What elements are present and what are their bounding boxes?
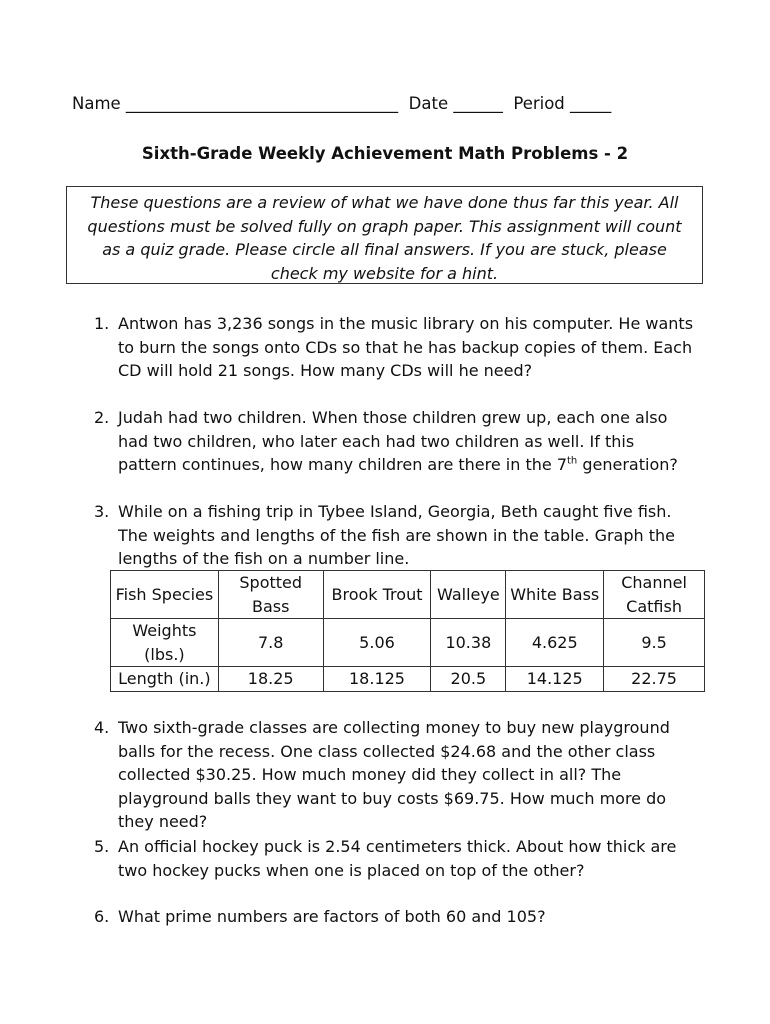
- table-cell: 14.125: [506, 667, 604, 692]
- table-cell: Brook Trout: [323, 571, 431, 619]
- table-cell: 22.75: [604, 667, 705, 692]
- table-cell: 18.25: [218, 667, 323, 692]
- table-cell: 20.5: [431, 667, 506, 692]
- table-cell: White Bass: [506, 571, 604, 619]
- table-cell: Spotted Bass: [218, 571, 323, 619]
- table-cell: Walleye: [431, 571, 506, 619]
- problem-text: Two sixth-grade classes are collecting money to buy new playground balls for the recess. One class collected $24.68 and the other class collected $30.25. How much money did they collect in all? The playground balls they want to buy costs $69.75. How much more do they need?: [118, 718, 670, 831]
- instructions-box: [66, 186, 703, 284]
- problem-number: 4.: [94, 718, 110, 737]
- worksheet-title: Sixth-Grade Weekly Achievement Math Problems - 2: [141, 144, 629, 163]
- table-cell: 9.5: [604, 619, 705, 667]
- problem-text: Antwon has 3,236 songs in the music library on his computer. He wants to burn the songs onto CDs so that he has backup copies of them. Each CD will hold 21 songs. How many CDs will he need?: [118, 314, 694, 380]
- problem-number: 6.: [94, 907, 110, 926]
- row-header: Fish Species: [111, 571, 219, 619]
- row-header: Length (in.): [111, 667, 219, 692]
- problem-text: While on a fishing trip in Tybee Island, Georgia, Beth caught five fish. The weights and lengths of the fish are shown in the table. Graph the lengths of the fish on a number line.: [118, 502, 675, 568]
- table-row: [111, 571, 705, 619]
- problem-text: An official hockey puck is 2.54 centimeters thick. About how thick are two hockey pucks when one is placed on top of the other?: [118, 837, 677, 880]
- problem-text-part: Judah had two children. When those children grew up, each one also had two children, who later each had two children as well. If this pattern continues, how many children are there in the 7: [118, 408, 668, 474]
- superscript-th: th: [567, 455, 578, 467]
- table-cell: 5.06: [323, 619, 431, 667]
- table-row: [111, 619, 705, 667]
- table-cell: 18.125: [323, 667, 431, 692]
- problem-number: 3.: [94, 502, 110, 521]
- name-date-period-line: Name _________________________________ Date ______ Period _____: [72, 94, 612, 113]
- instructions-text: These questions are a review of what we have done thus far this year. All questions must be solved fully on graph paper. This assignment will count as a quiz grade. Please circle all final answers. If you are stuck, please check my website for a hint.: [87, 193, 682, 283]
- table-cell: 10.38: [431, 619, 506, 667]
- table-cell: 7.8: [218, 619, 323, 667]
- problem-text-part: generation?: [577, 455, 678, 474]
- problem-number: 5.: [94, 837, 110, 856]
- table-cell: 4.625: [506, 619, 604, 667]
- problem-text: What prime numbers are factors of both 60 and 105?: [118, 907, 546, 926]
- table-row: [111, 667, 705, 692]
- problem-number: 2.: [94, 408, 110, 427]
- problem-number: 1.: [94, 314, 110, 333]
- fish-data-table: [110, 570, 705, 692]
- table-cell: Channel Catfish: [604, 571, 705, 619]
- row-header: Weights (lbs.): [111, 619, 219, 667]
- problem-text: [118, 406, 698, 477]
